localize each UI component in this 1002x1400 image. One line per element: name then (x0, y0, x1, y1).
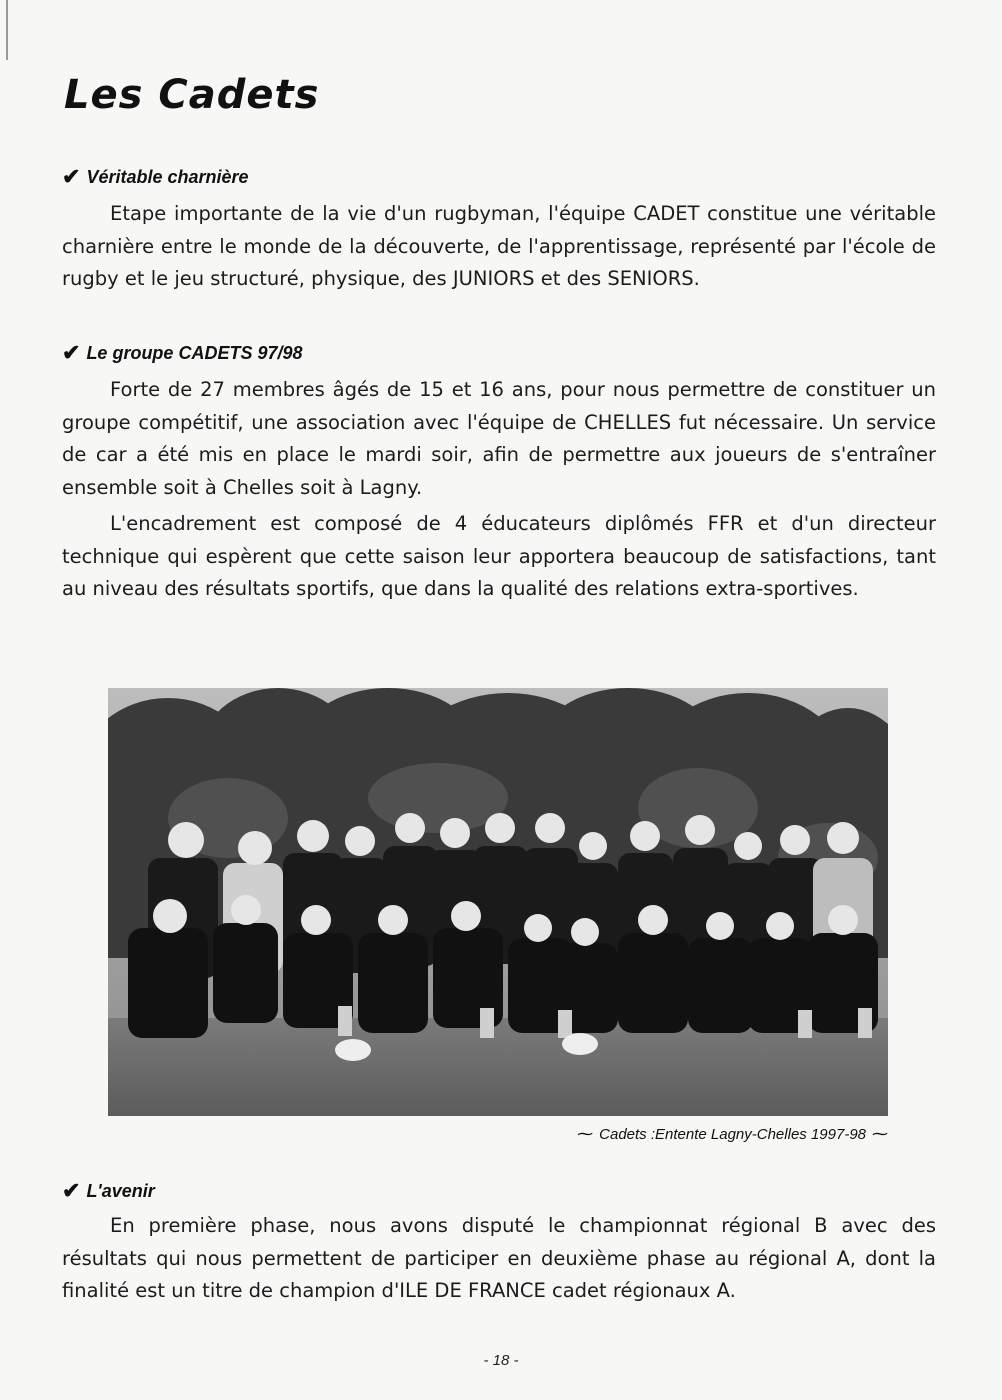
page-edge-mark (6, 0, 8, 60)
page-number: - 18 - (483, 1352, 519, 1369)
section-heading-charniere (62, 166, 249, 188)
paragraph-groupe: Forte de 27 membres âgés de 15 et 16 ans, pour nous permettre de constituer un groupe compétitif, une association avec l'équipe de CHELLES fut nécessaire. Un service de car a été mis en place le mardi soir, afin de permettre aux joueurs de s'entraîner ensemble soit à Chelles soit à Lagny. (62, 378, 936, 499)
section-heading-label: Le groupe CADETS 97/98 (86, 342, 303, 363)
page-title: Les Cadets (64, 72, 320, 118)
paragraph-avenir: En première phase, nous avons disputé le championnat régional B avec des résultats qui nous permettent de participer en deuxième phase au régional A, dont la finalité est un titre de champion d'ILE DE FRANCE cadet régionaux A. (62, 1214, 936, 1302)
ornament-icon: ⁓ (872, 1126, 888, 1143)
checkmark-icon: ✔ (62, 340, 81, 365)
paragraph-charniere: Etape importante de la vie d'un rugbyman, l'équipe CADET constitue une véritable charnière entre le monde de la découverte, de l'apprentissage, représenté par l'école de rugby et le jeu structuré, physique, des JUNIORS et des SENIORS. (62, 202, 936, 290)
ornament-icon: ⁓ (577, 1126, 594, 1143)
section-heading-avenir (62, 1180, 155, 1202)
photo-caption-text: Cadets :Entente Lagny-Chelles 1997-98 (599, 1125, 866, 1143)
checkmark-icon: ✔ (62, 1178, 81, 1203)
checkmark-icon: ✔ (62, 164, 81, 189)
section-heading-label: L'avenir (86, 1180, 155, 1201)
team-photo (108, 688, 888, 1116)
section-heading-groupe (62, 342, 303, 364)
paragraph-encadrement: L'encadrement est composé de 4 éducateurs diplômés FFR et d'un directeur technique qui espèrent que cette saison leur apportera beaucoup de satisfactions, tant au niveau des résultats sportifs, que dans la qualité des relations extra-sportives. (62, 512, 936, 600)
team-photo-illustration (108, 688, 888, 1116)
photo-caption (506, 1124, 888, 1144)
section-heading-label: Véritable charnière (86, 166, 249, 187)
